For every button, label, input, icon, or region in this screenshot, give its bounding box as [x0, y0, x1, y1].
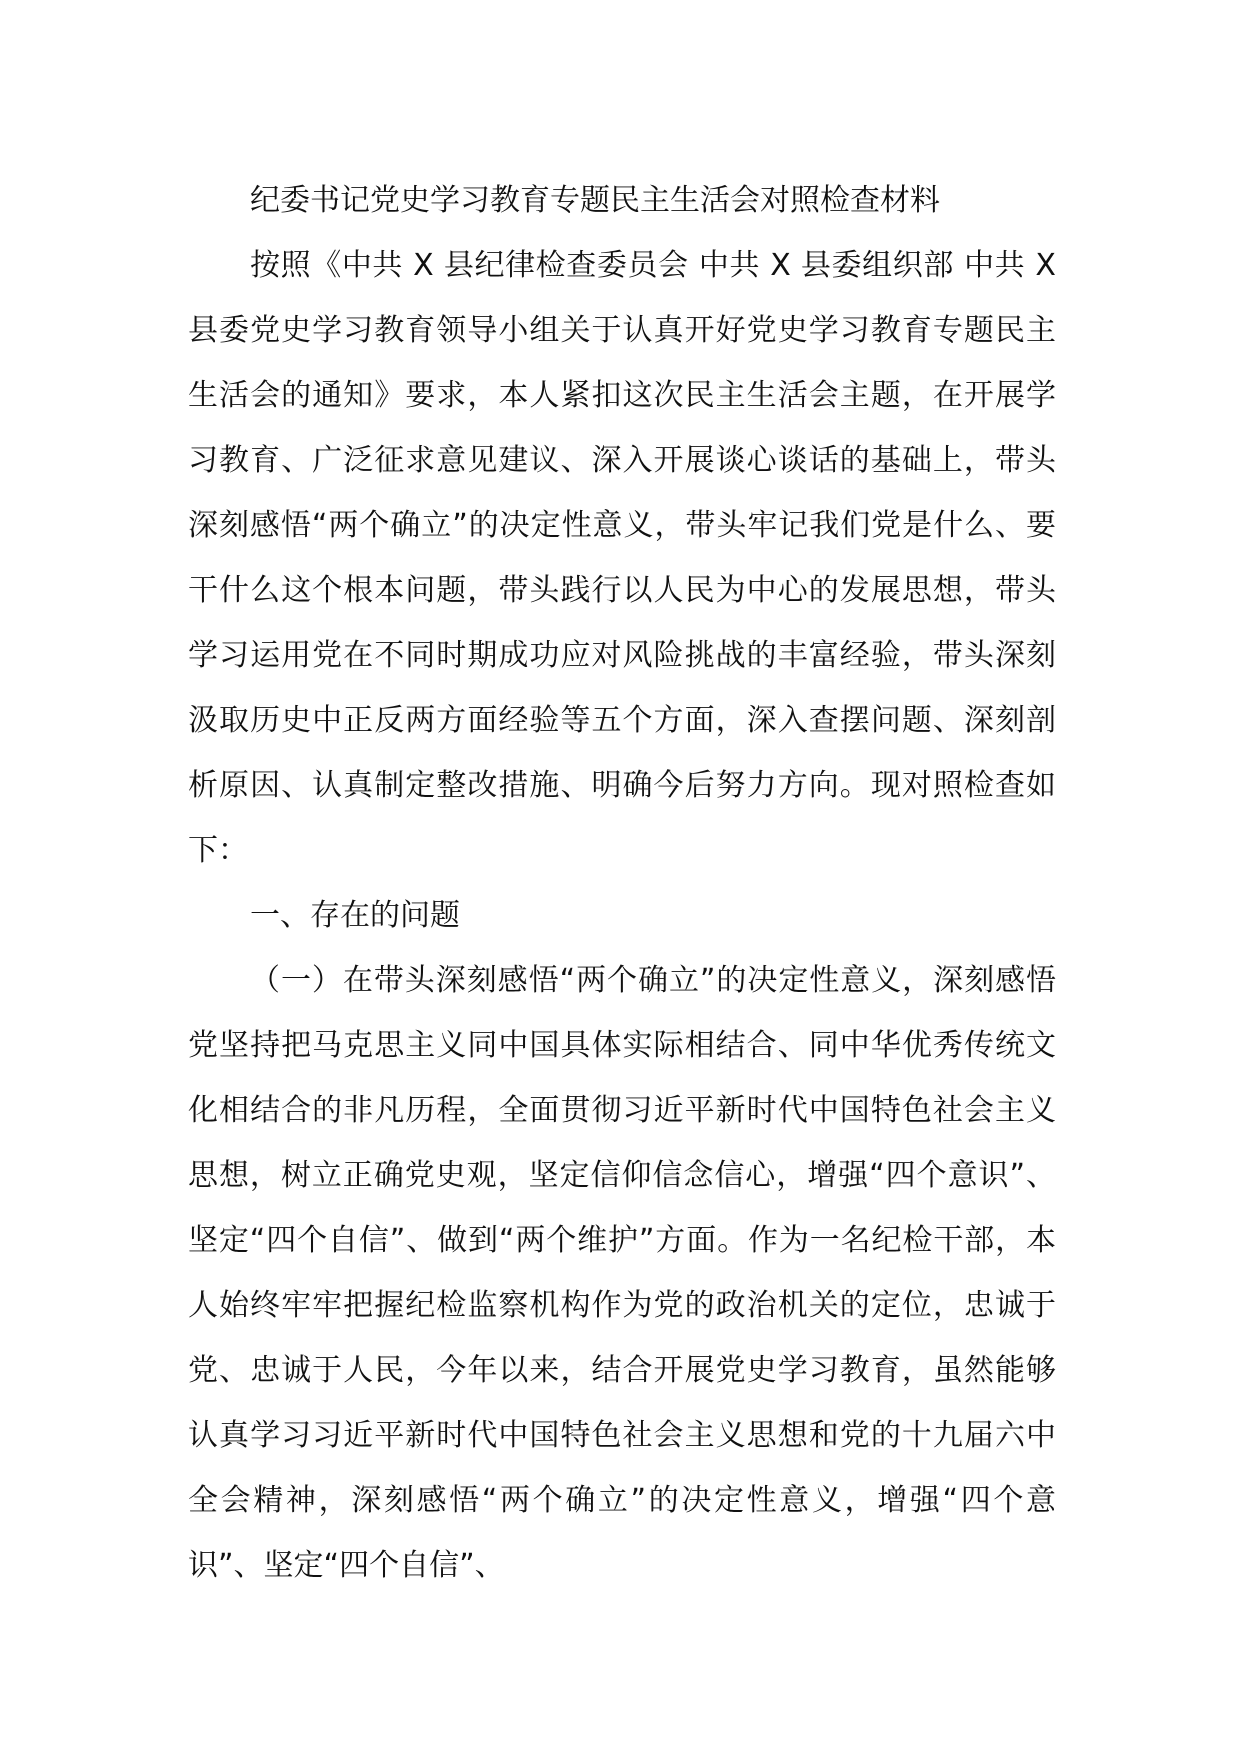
document-body [188, 168, 1056, 1598]
document-title: 纪委书记党史学习教育专题民主生活会对照检查材料 [250, 183, 940, 218]
intro-paragraph: 按照《中共 X 县纪律检查委员会 中共 X 县委组织部 中共 X 县委党史学习教育领导小组关于认真开好党史学习教育专题民主生活会的通知》要求，本人紧扣这次民主生活会主题，在开展学习教育、广泛征求意见建议、深入开展谈心谈话的基础上，带头深刻感悟“两个确立”的决定性意义，带头牢记我们党是什么、要干什么这个根本问题，带头践行以人民为中心的发展思想，带头学习运用党在不同时期成功应对风险挑战的丰富经验，带头深刻汲取历史中正反两方面经验等五个方面，深入查摆问题、深刻剖析原因、认真制定整改措施、明确今后努力方向。现对照检查如下： [188, 248, 1056, 868]
problem-item-one-paragraph: （一）在带头深刻感悟“两个确立”的决定性意义，深刻感悟党坚持把马克思主义同中国具体实际相结合、同中华优秀传统文化相结合的非凡历程，全面贯彻习近平新时代中国特色社会主义思想，树立正确党史观，坚定信仰信念信心，增强“四个意识”、坚定“四个自信”、做到“两个维护”方面。作为一名纪检干部，本人始终牢牢把握纪检监察机构作为党的政治机关的定位，忠诚于党、忠诚于人民，今年以来，结合开展党史学习教育，虽然能够认真学习习近平新时代中国特色社会主义思想和党的十九届六中全会精神，深刻感悟“两个确立”的决定性意义，增强“四个意识”、坚定“四个自信”、 [188, 963, 1056, 1583]
section-heading-problems: 一、存在的问题 [250, 898, 460, 933]
